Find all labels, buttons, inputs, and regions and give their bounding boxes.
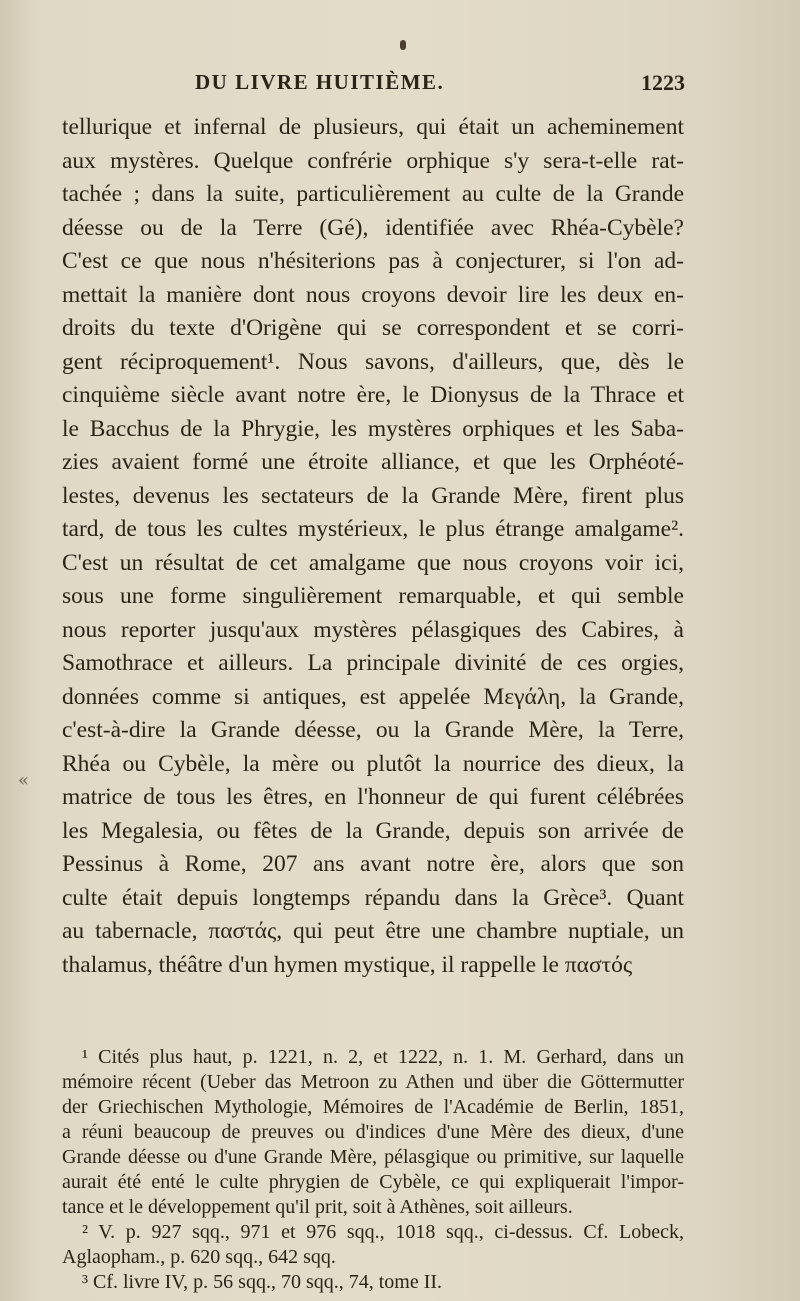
body-line: Rhéa ou Cybèle, la mère ou plutôt la nourrice des dieux, la: [62, 750, 684, 777]
body-text: [62, 111, 684, 982]
body-line: cinquième siècle avant notre ère, le Dionysus de la Thrace et: [62, 382, 684, 408]
page-number: 1223: [641, 70, 685, 95]
body-line: au tabernacle, παστάς, qui peut être une chambre nuptiale, un: [62, 918, 684, 944]
body-line: sous une forme singulièrement remarquable, et qui semble: [62, 583, 684, 609]
body-line: aux mystères. Quelque confrérie orphique s'y sera-t-elle rat-: [62, 147, 684, 174]
body-line: zies avaient formé une étroite alliance, et que les Orphéoté-: [62, 449, 684, 475]
body-line: tard, de tous les cultes mystérieux, le plus étrange amalgame².: [62, 516, 684, 542]
body-line: nous reporter jusqu'aux mystères pélasgiques des Cabires, à: [62, 616, 684, 643]
footnote-line: ¹ Cités plus haut, p. 1221, n. 2, et 1222, n. 1. M. Gerhard, dans un: [82, 1046, 684, 1068]
footnote-line: tance et le développement qu'il prit, soit à Athènes, soit ailleurs.: [62, 1196, 573, 1218]
body-line: C'est un résultat de cet amalgame que nous croyons voir ici,: [62, 549, 684, 576]
footnote-line: ² V. p. 927 sqq., 971 et 976 sqq., 1018 sqq., ci-dessus. Cf. Lobeck,: [82, 1221, 684, 1243]
body-line: lestes, devenus les sectateurs de la Grande Mère, firent plus: [62, 482, 684, 509]
body-line: les Megalesia, ou fêtes de la Grande, depuis son arrivée de: [62, 817, 684, 844]
body-line: gent réciproquement¹. Nous savons, d'ailleurs, que, dès le: [62, 348, 684, 375]
body-line: le Bacchus de la Phrygie, les mystères orphiques et les Saba-: [62, 415, 684, 442]
body-line: tellurique et infernal de plusieurs, qui était un acheminement: [62, 114, 684, 140]
footnote-line: aurait été enté le culte phrygien de Cybèle, ce qui expliquerait l'impor-: [62, 1171, 684, 1193]
body-line: matrice de tous les êtres, en l'honneur de qui furent célébrées: [62, 784, 684, 810]
footnote-line: der Griechischen Mythologie, Mémoires de l'Académie de Berlin, 1851,: [62, 1096, 684, 1118]
body-line: tachée ; dans la suite, particulièrement au culte de la Grande: [62, 181, 684, 207]
footnote-line: Grande déesse ou d'une Grande Mère, pélasgique ou primitive, sur laquelle: [62, 1146, 684, 1168]
footnote-line: Aglaopham., p. 620 sqq., 642 sqq.: [62, 1246, 336, 1268]
body-line: c'est-à-dire la Grande déesse, ou la Grande Mère, la Terre,: [62, 717, 684, 743]
footnote-line: mémoire récent (Ueber das Metroon zu Athen und über die Göttermutter: [62, 1071, 684, 1093]
body-line: thalamus, théâtre d'un hymen mystique, il rappelle le παστός: [62, 951, 633, 978]
header-title: DU LIVRE HUITIÈME.: [195, 70, 445, 94]
body-line: droits du texte d'Origène qui se correspondent et se corri-: [62, 315, 684, 341]
footnote-line: ³ Cf. livre IV, p. 56 sqq., 70 sqq., 74, tome II.: [82, 1271, 443, 1293]
body-line: Samothrace et ailleurs. La principale divinité de ces orgies,: [62, 650, 684, 676]
body-line: données comme si antiques, est appelée Μεγάλη, la Grande,: [62, 683, 684, 710]
body-line: culte était depuis longtemps répandu dans la Grèce³. Quant: [62, 884, 684, 911]
body-line: Pessinus à Rome, 207 ans avant notre ère, alors que son: [62, 851, 684, 877]
body-line: mettait la manière dont nous croyons devoir lire les deux en-: [62, 281, 684, 308]
footnote-line: a réuni beaucoup de preuves ou d'indices d'une Mère des dieux, d'une: [62, 1121, 684, 1143]
footnotes: [62, 1045, 684, 1295]
body-line: déesse ou de la Terre (Gé), identifiée avec Rhéa-Cybèle?: [62, 214, 684, 241]
ink-spot: [400, 40, 406, 50]
margin-mark: «: [18, 770, 30, 791]
body-line: C'est ce que nous n'hésiterions pas à conjecturer, si l'on ad-: [62, 248, 684, 274]
running-header: [195, 70, 685, 102]
